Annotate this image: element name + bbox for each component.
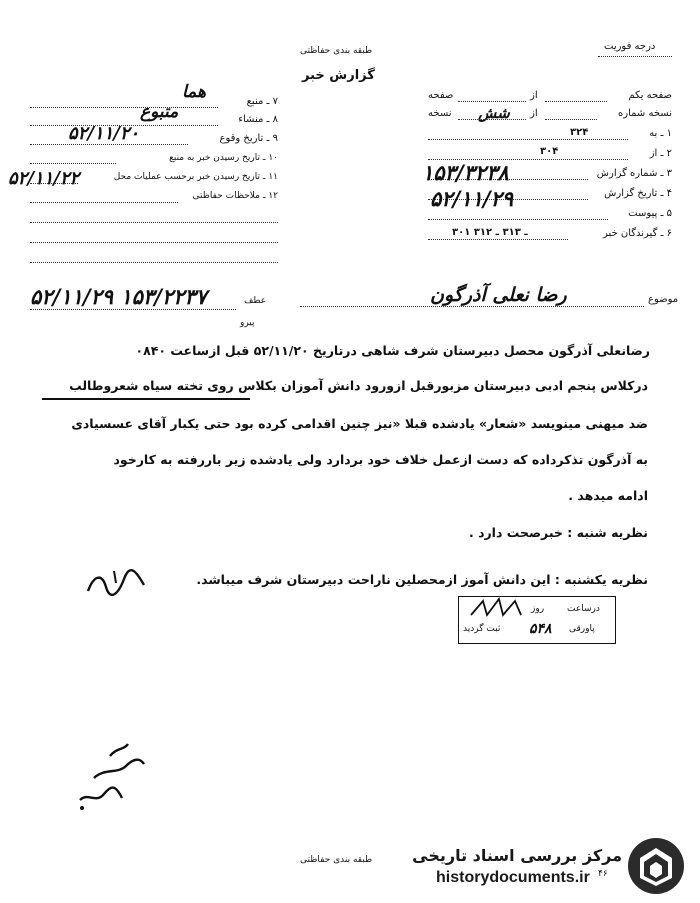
handwritten-date-received: ۵۲/۱۱/۲۲ (8, 168, 80, 189)
field-date-occurred: ۹ ـ تاریخ وقوع (219, 133, 278, 144)
stamp-scribble (469, 597, 529, 619)
field-page-one: صفحه یکم (628, 90, 672, 101)
field-source: ۷ ـ منبع (246, 96, 278, 107)
handwritten-source: هما (182, 82, 206, 102)
value-to: ۳۲۴ (570, 127, 589, 138)
stamp-line1-rest: روز (531, 604, 545, 614)
page-number: ۴۶ (598, 869, 608, 879)
watermark-url: historydocuments.ir (436, 869, 590, 886)
archive-logo (626, 836, 686, 896)
stamp-line1-label: درساعت (567, 604, 600, 614)
field-date-received-source: ۱۰ ـ تاریخ رسیدن خبر به منبع (169, 153, 278, 163)
stamp-line2-rest: ثبت گردید (463, 624, 501, 634)
watermark-site-name: مرکز بررسی اسناد تاریخی (412, 846, 622, 865)
priority-label: درجه فوریت (604, 41, 656, 52)
field-origin: ۸ ـ منشاء (238, 114, 278, 125)
stamp-line2-label: پاورقی (569, 624, 595, 634)
handwritten-reference: ۵۲/۱۱/۲۹ ۱۵۳/۲۲۳۷ (30, 284, 207, 309)
body-line-4: به آذرگون تذکرداده که دست ازعمل خلاف خود بردارد ولی یادشده زیر باررفته به کارخود (113, 452, 648, 467)
opinion-saturday: نظریه شنبه : خبرصحت دارد . (468, 525, 648, 540)
body-line-1: رضانعلی آذرگون محصل دبیرستان شرف شاهی درتاریخ ۵۲/۱۱/۲۰ قبل ازساعت ۰۸۴۰ (135, 343, 650, 358)
field-report-number: ۳ ـ شماره گزارش (596, 168, 672, 179)
value-from: ۳۰۴ (540, 146, 559, 157)
field-recipients: ۶ ـ گیرندگان خبر (602, 228, 672, 239)
classification-top: طبقه بندی حفاظتی (300, 46, 373, 56)
signature-mark-2 (70, 738, 160, 812)
atf-label: عطف (244, 296, 267, 306)
field-copy-number: نسخه شماره (618, 108, 672, 119)
archive-logo-icon (626, 836, 686, 896)
body-line-5: ادامه میدهد . (568, 488, 648, 503)
document-page: طبقه بندی حفاظتی گزارش خبر درجه فوریت ۷ ـ منبع ۸ ـ منشاء ۹ ـ تاریخ وقوع ۱۰ ـ تاریخ رسیدن خبر به منبع ۱۱ ـ تاریخ رسیدن خبر برحسب عملیات محل ۱۲ ـ ملاحظات حفاظتی هما متبوع ۵۲/۱۱/۲۰ ۵۲/۱۱/۲۲ صفحه یکم از صفحه نسخه شماره از نسخه شش ۱ ـ به ۳۲۴ ۲ ـ از ۳۰۴ ۳ ـ شماره گزارش ۴ ـ تاریخ گزارش ۱۵۳/۳۲۳۸ ۵۲/۱۱/۲۹ ۵ ـ پیوست ۶ ـ گیرندگان خبر ۳۰۱ ـ ۳۱۳ ـ ۳۱۲ موضوع رضا نعلی آذرگون عطف پیرو ۵۲/۱۱/۲۹ ۱۵۳/۲۲۳۷ رضانعلی آذرگون محصل دبیرستان شرف شاهی درتاریخ ۵۲/۱۱/۲۰ قبل ازساعت ۰۸۴۰ درکلاس پنجم ادبی دبیرستان مزبورقبل ازورود دانش آموزان بکلاس روی تخته سیاه شعروطالب ضد میهنی مینویسد «شعار» یادشده قبلا «نیز چنین اقدامی کرده بود حتی یکبار آقای عسسیادی به آذرگون تذکرداده که دست ازعمل خلاف خود بردارد ولی یادشده زیر باررفته به کارخود ادامه میدهد . نظریه شنبه : خبرصحت دارد . نظریه یکشنبه : این دانش آموز ازمحصلین ناراحت دبیرستان شرف میباشد. درساعت روز پاورقی ثبت گردید ۵۴۸ طبقه بندی حفاظتی مرکز بررسی اسناد تاریخی historydocuments.ir ۴۶ (0, 0, 700, 903)
handwritten-origin: متبوع (140, 102, 179, 122)
field-report-date: ۴ ـ تاریخ گزارش (604, 188, 672, 199)
classification-bottom: طبقه بندی حفاظتی (300, 855, 373, 865)
body-line-2: درکلاس پنجم ادبی دبیرستان مزبورقبل ازورود دانش آموزان بکلاس روی تخته سیاه شعروطالب (69, 378, 648, 393)
stamp-number: ۵۴۸ (529, 621, 552, 637)
value-recipients: ۳۰۱ ـ ۳۱۳ ـ ۳۱۲ (452, 227, 528, 238)
pirov-label: پیرو (240, 318, 255, 328)
field-date-received-ops: ۱۱ ـ تاریخ رسیدن خبر برحسب عملیات محل (113, 172, 278, 182)
signature-mark-1 (84, 565, 148, 601)
report-title: گزارش خبر (302, 68, 375, 83)
subject-label: موضوع (648, 294, 679, 305)
field-from: ۲ ـ از (649, 148, 672, 159)
handwritten-report-number: ۱۵۳/۳۲۳۸ (422, 160, 509, 185)
handwritten-date-occurred: ۵۲/۱۱/۲۰ (68, 123, 140, 144)
body-line-3: ضد میهنی مینویسد «شعار» یادشده قبلا «نیز چنین اقدامی کرده بود حتی یکبار آقای عسسیادی (71, 416, 648, 431)
handwritten-subject: رضا نعلی آذرگون (430, 284, 567, 306)
opinion-sunday: نظریه یکشنبه : این دانش آموز ازمحصلین ناراحت دبیرستان شرف میباشد. (196, 572, 648, 587)
field-to: ۱ ـ به (649, 128, 672, 139)
field-protective-notes: ۱۲ ـ ملاحظات حفاظتی (192, 191, 278, 201)
field-attachment: ۵ ـ پیوست (628, 208, 672, 219)
handwritten-copy-of: شش (478, 104, 510, 122)
handwritten-report-date: ۵۲/۱۱/۲۹ (430, 186, 514, 211)
registration-stamp (458, 596, 616, 644)
